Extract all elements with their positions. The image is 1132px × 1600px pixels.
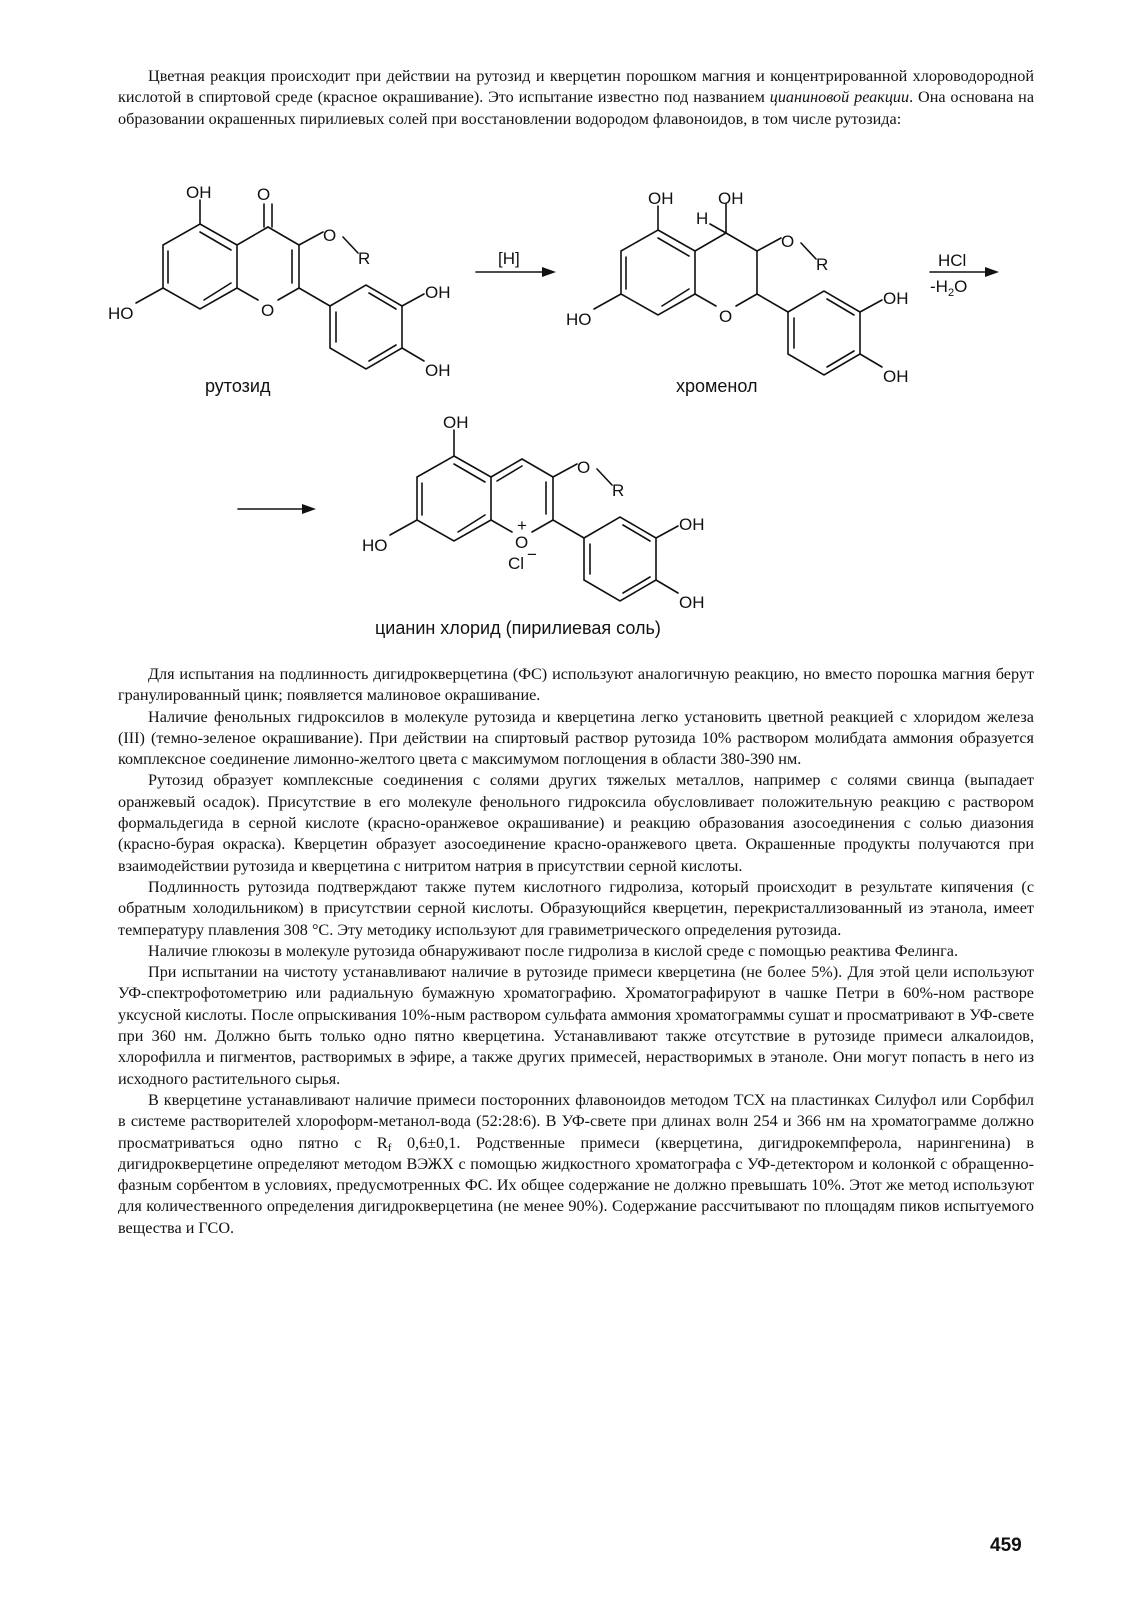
o-label: O [781,232,795,251]
oh-label: OH [425,361,451,380]
reaction-arrow [238,504,316,514]
oh-label: OH [679,515,705,534]
ring-o-label: O [719,307,733,326]
page-number: 459 [990,1535,1022,1556]
ho-label: HO [362,536,388,555]
oh-label: OH [883,289,909,308]
paragraph-text: В кверцетине устанавливают наличие примеси посторонних флавоноидов методом ТСХ на пластинках Силуфол или Сорбфил в системе растворителей хлороформ-метанол-вода (52:28:6). В УФ-свете при длинах волн 254 и 366 нм на хроматограмме должно просматриваться одно пятно с R [118,1090,1034,1152]
rf-subscript: f [387,1141,392,1154]
negative-charge-label: − [527,545,537,564]
paragraph: Для испытания на подлинность дигидрокверцетина (ФС) используют аналогичную реакцию, но вместо порошка магния берут гранулированный цинк; появляется малиновое окрашивание. [118,665,1034,705]
cl-label: Cl [508,554,525,573]
oxonium-o-label: O [515,533,529,552]
paragraph-text: 0,6±0,1. Родственные примеси (кверцетина, дигидрокемпферола, нарингенина) в дигидрокверцетине определяют методом ВЭЖХ с помощью жидкостного хроматографа с УФ-детектором и колонкой с обращенно-фазным сорбентом в условиях, предусмотренных ФС. Их общее содержание не должно превышать 10%. Этот же метод используют для количественного определения дигидрокверцетина (не менее 90%). Содержание рассчитывают по площадям пиков испытуемого вещества и ГСО. [118,1133,1034,1237]
paragraph: Рутозид образует комплексные соединения с солями других тяжелых металлов, например с солями свинца (выпадает оранжевый осадок). Присутствие в его молекуле фенольного гидроксила обусловливает положительную реакцию с раствором формальдегида в серной кислоте (красно-оранжевое окрашивание) и реакцию образования азосоединения с солью диазония (красно-бурая окраска). Кверцетин образует азосоединение красно-оранжевого цвета. Окрашенные продукты получаются при взаимодействии рутозида и кверцетина с нитритом натрия в присутствии серной кислоты. [118,771,1034,875]
reduction-label: [H] [498,249,520,268]
paragraph: Наличие глюкозы в молекуле рутозида обнаруживают после гидролиза в кислой среде с помощью реактива Фелинга. [148,941,958,960]
o-label: O [577,458,591,477]
chromenol-structure [566,189,909,396]
intro-italic-term: цианиновой реакции [769,88,910,107]
r-label: R [358,249,371,268]
ho-label: HO [566,310,592,329]
intro-text-2: . Она основана на образовании окрашенных пирилиевых солей при восстановлении водородом флавоноидов, в том числе рутозида: [118,88,1035,128]
h-label: H [696,209,709,228]
ring-o-label: O [261,301,275,320]
positive-charge-label: + [517,516,527,535]
main-text [118,664,1034,1239]
rutoside-structure [108,183,451,396]
paragraph [118,1090,1034,1239]
reduction-arrow [476,249,556,277]
paragraph: Подлинность рутозида подтверждают также путем кислотного гидролиза, который происходит в результате кипячения (с обратным холодильником) в присутствии серной кислоты. Образующийся кверцетин, перекристаллизованный из этанола, имеет температуру плавления 308 °С. Эту методику используют для гравиметрического определения рутозида. [118,877,1034,939]
r-label: R [816,255,829,274]
r-label: R [612,481,625,500]
hcl-label: HCl [938,251,967,270]
cyanine-chloride-structure [362,413,705,638]
oh-label: OH [648,189,674,208]
intro-text-1: Цветная реакция происходит при действии на рутозид и кверцетин порошком магния и концентрированной хлороводородной кислотой в спиртовой среде (красное окрашивание). Это испытание известно под названием [118,67,1034,107]
water-label: $-H_2O$ [930,277,968,299]
paragraph: Наличие фенольных гидроксилов в молекуле рутозида и кверцетина легко установить цветной реакцией с хлоридом железа (III) (темно-зеленое окрашивание). При действии на спиртовый раствор рутозида 10% раствором молибдата аммония образуется комплексное соединение лимонно-желтого цвета с максимумом поглощения в области 380-390 нм. [118,707,1034,769]
o-label: O [323,226,337,245]
cyanine-reaction-scheme [0,0,1132,660]
oh-label: OH [679,593,705,612]
chromenol-caption: хроменол [676,376,758,396]
o-label: O [257,185,271,204]
acid-dehydration-arrow [930,251,999,299]
oh-label: OH [186,183,212,202]
rutoside-caption: рутозид [205,376,271,396]
ho-label: HO [108,304,134,323]
paragraph: При испытании на чистоту устанавливают наличие в рутозиде примеси кверцетина (не более 5%). Для этой цели используют УФ-спектрофотометрию или радиальную бумажную хроматографию. Хроматографируют в чашке Петри в 60%-ном растворе уксусной кислоты. После опрыскивания 10%-ным раствором сульфата аммония хроматограммы сушат и просматривают в УФ-свете при 360 нм. Должно быть только одно пятно кверцетина. Устанавливают также отсутствие в рутозиде примеси алкалоидов, хлорофилла и пигментов, растворимых в эфире, а также других примесей, нерастворимых в этаноле. Они могут попасть в него из исходного растительного сырья. [118,963,1034,1088]
oh-label: OH [425,283,451,302]
oh-label: OH [718,189,744,208]
cyanine-caption: цианин хлорид (пирилиевая соль) [375,618,661,638]
oh-label: OH [443,413,469,432]
oh-label: OH [883,367,909,386]
